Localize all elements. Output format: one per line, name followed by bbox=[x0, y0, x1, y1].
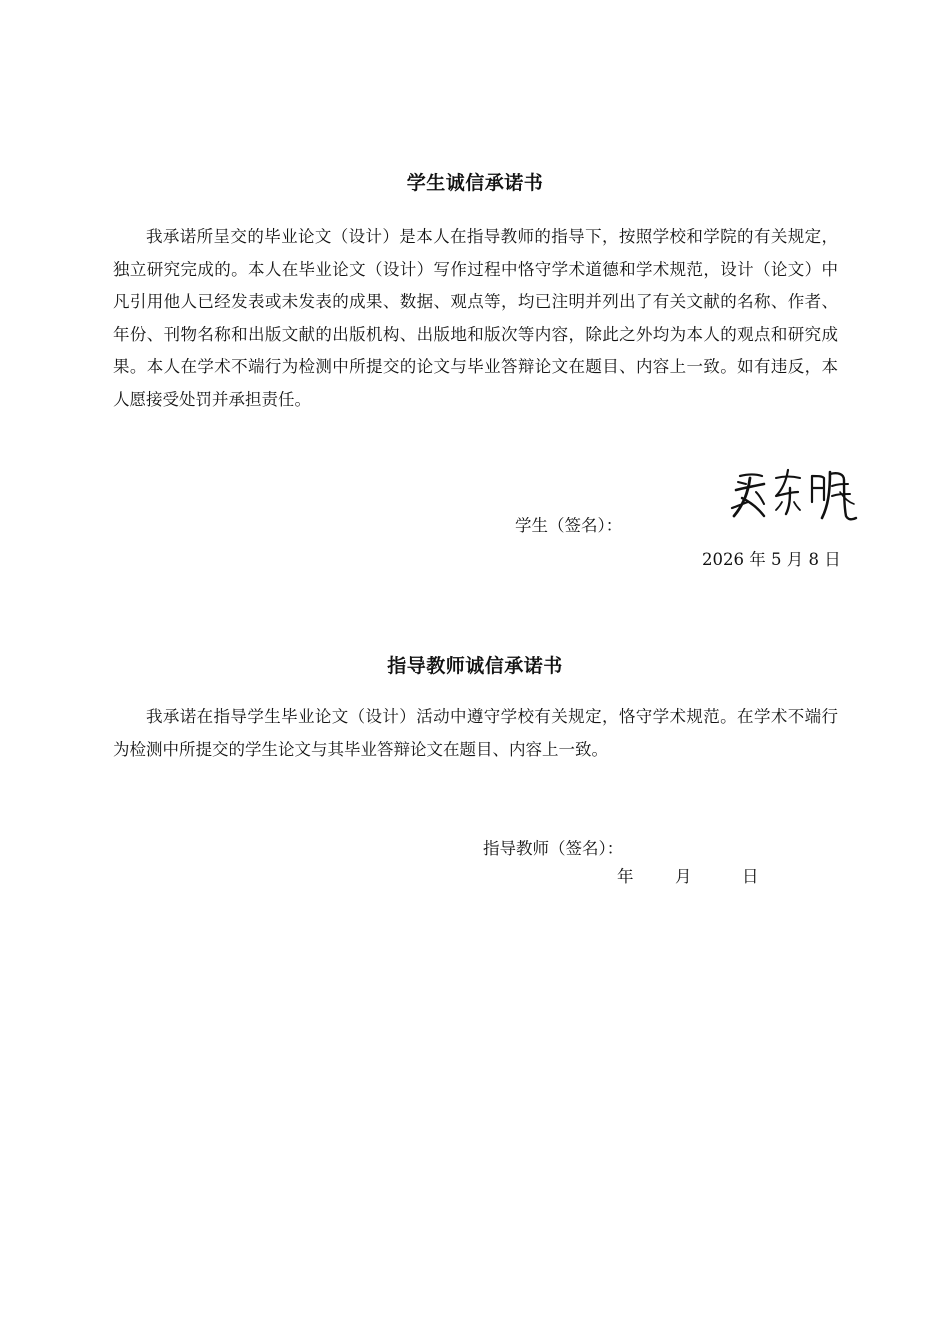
advisor-date-month: 月 bbox=[675, 867, 692, 886]
student-pledge-body: 我承诺所呈交的毕业论文（设计）是本人在指导教师的指导下，按照学校和学院的有关规定，独立研究完成的。本人在毕业论文（设计）写作过程中恪守学术道德和学术规范，设计（论文）中凡引用他人已经发表或未发表的成果、数据、观点等，均已注明并列出了有关文献的名称、作者、年份、刊物名称和出版文献的出版机构、出版地和版次等内容，除此之外均为本人的观点和研究成果。本人在学术不端行为检测中所提交的论文与毕业答辩论文在题目、内容上一致。如有违反，本人愿接受处罚并承担责任。 bbox=[113, 227, 838, 409]
advisor-signature-label: 指导教师（签名）： bbox=[483, 839, 624, 858]
advisor-pledge-body: 我承诺在指导学生毕业论文（设计）活动中遵守学校有关规定，恪守学术规范。在学术不端行为检测中所提交的学生论文与其毕业答辩论文在题目、内容上一致。 bbox=[113, 707, 838, 759]
student-pledge-title: 学生诚信承诺书 bbox=[406, 172, 544, 194]
advisor-pledge-title: 指导教师诚信承诺书 bbox=[387, 655, 563, 677]
advisor-date-year: 年 bbox=[617, 867, 634, 886]
student-signature-label: 学生（签名）： bbox=[515, 516, 623, 535]
advisor-date-day: 日 bbox=[742, 867, 759, 886]
student-pledge-date: 2026 年 5 月 8 日 bbox=[702, 550, 841, 569]
student-handwritten-signature bbox=[726, 462, 876, 532]
